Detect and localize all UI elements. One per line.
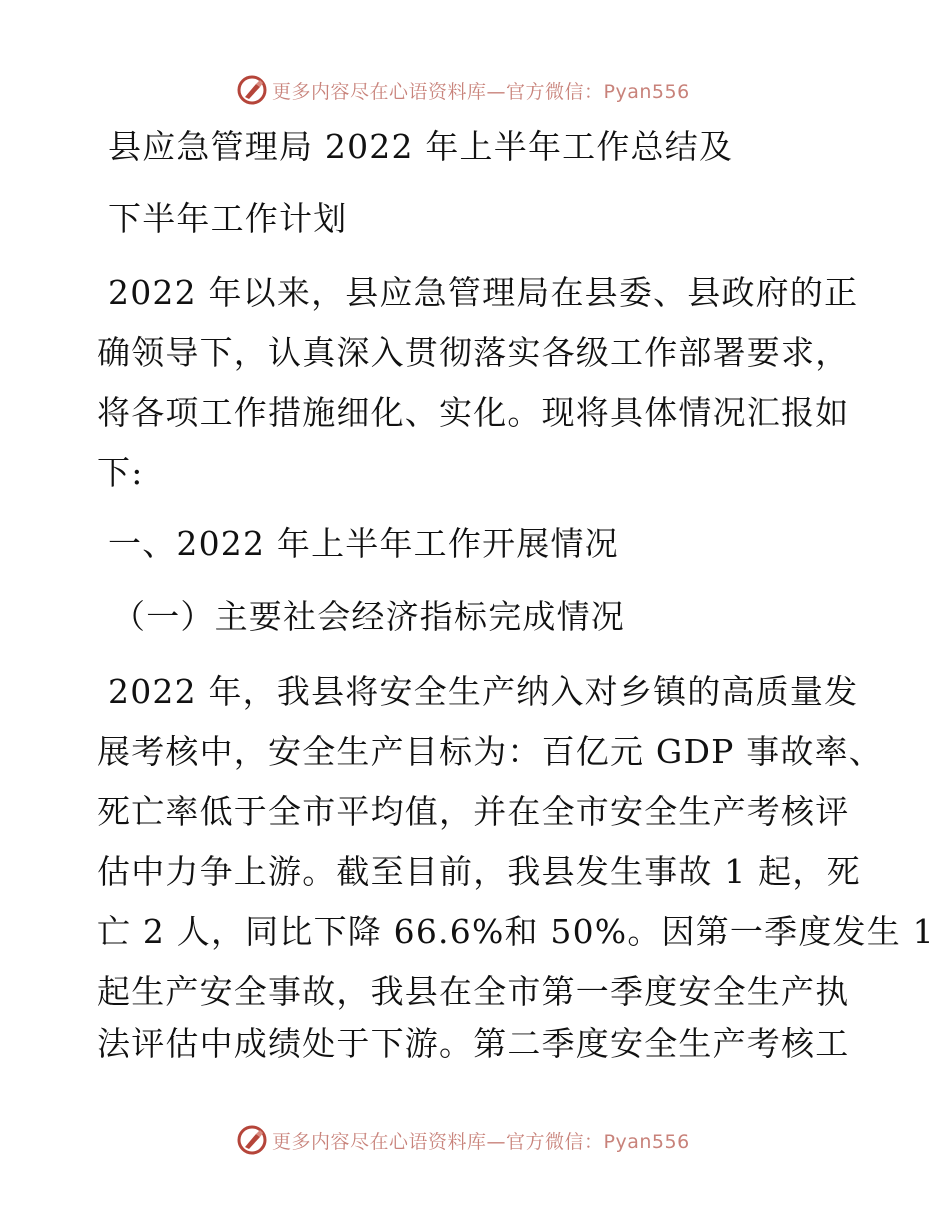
pen-nib-seal-icon bbox=[236, 74, 268, 106]
intro-line-4: 下: bbox=[97, 453, 144, 492]
body-line-2: 展考核中，安全生产目标为：百亿元 GDP 事故率、 bbox=[97, 732, 884, 771]
watermark-text: 更多内容尽在心语资料库—官方微信：Pyan556 bbox=[272, 80, 690, 103]
watermark-text: 更多内容尽在心语资料库—官方微信：Pyan556 bbox=[272, 1130, 690, 1153]
watermark-footer bbox=[236, 1123, 690, 1157]
intro-line-1: 2022 年以来，县应急管理局在县委、县政府的正 bbox=[108, 273, 859, 312]
document-title-line-2: 下半年工作计划 bbox=[108, 199, 348, 238]
body-line-1: 2022 年，我县将安全生产纳入对乡镇的高质量发 bbox=[108, 672, 859, 711]
body-line-7: 法评估中成绩处于下游。第二季度安全生产考核工 bbox=[97, 1024, 850, 1063]
watermark-header bbox=[236, 73, 690, 107]
body-line-5: 亡 2 人，同比下降 66.6%和 50%。因第一季度发生 1 bbox=[97, 912, 935, 951]
section-heading-1: 一、2022 年上半年工作开展情况 bbox=[108, 524, 619, 563]
intro-line-2: 确领导下，认真深入贯彻落实各级工作部署要求， bbox=[97, 333, 850, 372]
body-line-4: 估中力争上游。截至目前，我县发生事故 1 起，死 bbox=[97, 852, 861, 891]
intro-line-3: 将各项工作措施细化、实化。现将具体情况汇报如 bbox=[97, 393, 850, 432]
document-title-line-1: 县应急管理局 2022 年上半年工作总结及 bbox=[108, 127, 734, 166]
body-line-3: 死亡率低于全市平均值，并在全市安全生产考核评 bbox=[97, 792, 850, 831]
body-line-6: 起生产安全事故，我县在全市第一季度安全生产执 bbox=[97, 972, 850, 1011]
subsection-heading-1: （一）主要社会经济指标完成情况 bbox=[112, 597, 625, 636]
pen-nib-seal-icon bbox=[236, 1124, 268, 1156]
